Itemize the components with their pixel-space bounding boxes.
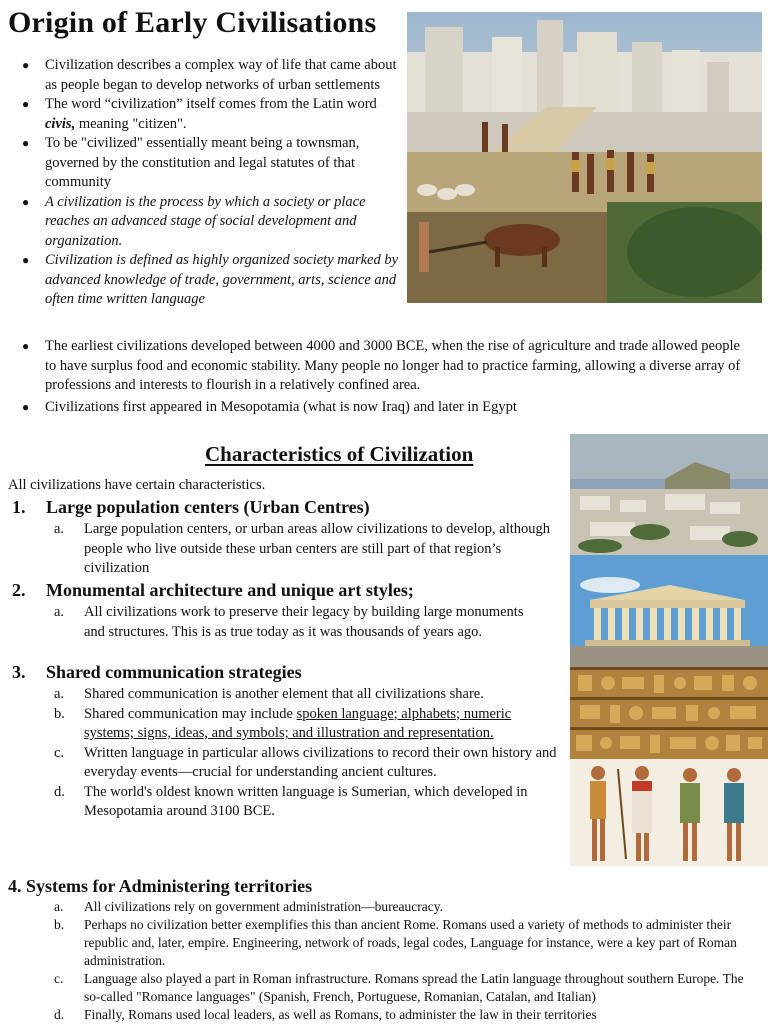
- item-letter: a.: [54, 686, 65, 702]
- parthenon-photo: [570, 555, 768, 667]
- item-text: Shared communication is another element that all civilizations share.: [84, 686, 484, 702]
- list-item: [54, 603, 540, 642]
- list-item: [54, 898, 754, 916]
- list-item: [54, 970, 754, 1006]
- item-text: The world's oldest known written language is Sumerian, which developed in Mesopotamia around 3100 BCE.: [84, 783, 528, 819]
- item-letter: d.: [54, 783, 65, 800]
- bullet-text: The earliest civilizations developed between 4000 and 3000 BCE, when the rise of agriculture and trade allowed people to have surplus food and economic stability. Many people no longer had to practice farming, allowing a diverse array of professions and interests to flourish in a relatively confined area.: [45, 338, 741, 393]
- section-1-items: [54, 520, 554, 579]
- characteristics-intro: All civilizations have certain characteristics.: [8, 477, 266, 493]
- item-letter: c.: [54, 744, 65, 761]
- item-underlined-text: spoken language; alphabets; numeric systems; signs, ideas, and symbols; and illustration and representation.: [84, 705, 512, 741]
- section-2-heading: [12, 580, 414, 601]
- item-letter: a.: [54, 899, 64, 914]
- section-number: 2.: [12, 580, 26, 600]
- item-letter: b.: [54, 917, 65, 932]
- item-text: Language also played a part in Roman infrastructure. Romans spread the Latin language throughout southern Europe. The so-called "Romance languages" (Spanish, French, Portuguese, Romanian, Catalan, and Italian): [84, 971, 744, 1004]
- item-letter: a.: [54, 521, 65, 537]
- item-letter: b.: [54, 705, 65, 722]
- bullet-text: meaning "citizen".: [75, 115, 187, 132]
- section-1-heading: [12, 497, 370, 518]
- item-text: Perhaps no civilization better exemplifies this than ancient Rome. Romans used a variety of methods to administer their republic and, later, empire. Engineering, network of roads, legal codes, Language for instance, were a key part of Roman administration.: [84, 917, 737, 968]
- list-item: [54, 783, 562, 822]
- list-item: ● Civilization describes a complex way of life that came about as people began to develop networks of urban settlements: [22, 57, 397, 93]
- list-item: ● Civilizations first appeared in Mesopotamia (what is now Iraq) and later in Egypt: [22, 398, 517, 415]
- item-text: Finally, Romans used local leaders, as well as Romans, to administer the law in their territories: [84, 1007, 597, 1022]
- item-text: All civilizations rely on government administration—bureaucracy.: [84, 899, 444, 914]
- section-title: Monumental architecture and unique art styles;: [46, 580, 414, 600]
- item-letter: d.: [54, 1007, 65, 1022]
- item-text: Written language in particular allows civilizations to record their own history and everyday events—crucial for understanding ancient cultures.: [84, 744, 557, 780]
- section-heading: Characteristics of Civilization: [205, 442, 474, 466]
- mesopotamian-city-illustration: [407, 12, 762, 303]
- item-letter: c.: [54, 971, 64, 986]
- list-item: ● The earliest civilizations developed between 4000 and 3000 BCE, when the rise of agriculture and trade allowed people to have surplus food and economic stability. Many people no longer had to practice farming, allowing a diverse array of professions and interests to flourish in a relatively confined area.: [22, 338, 741, 393]
- section-title: Shared communication strategies: [46, 662, 302, 682]
- bullet-text: Civilizations first appeared in Mesopotamia (what is now Iraq) and later in Egypt: [45, 398, 517, 415]
- bullet-text: Civilization is defined as highly organized society marked by advanced knowledge of trade, government, arts, science and often time written language: [45, 252, 399, 307]
- list-item: ● The word “civilization” itself comes from the Latin word civis, meaning "citizen".: [22, 96, 377, 132]
- list-item: [54, 705, 562, 744]
- ancient-egyptian-figures-illustration: [570, 759, 768, 866]
- section-title: Large population centers (Urban Centres): [46, 497, 370, 517]
- latin-word: civis,: [45, 115, 76, 132]
- section-4-heading: 4. Systems for Administering territories: [8, 876, 313, 896]
- list-item: [54, 520, 554, 579]
- list-item: [54, 744, 562, 783]
- section-number: 3.: [12, 662, 26, 682]
- item-text: Large population centers, or urban areas allow civilizations to develop, although people who live outside these urban centers are still part of that region’s civilization: [84, 521, 551, 576]
- item-letter: a.: [54, 604, 65, 620]
- bullet-text: The word “civilization” itself comes from the Latin word: [45, 96, 377, 112]
- egyptian-hieroglyphs-photo: [570, 667, 768, 759]
- ancient-athens-city-view: [570, 434, 768, 555]
- section-2-items: [54, 603, 540, 642]
- wide-bullet-list: [8, 337, 748, 417]
- list-item: [54, 1006, 754, 1024]
- list-item: [54, 685, 562, 705]
- list-item: ● To be "civilized" essentially meant being a townsman, governed by the constitution and legal statutes of that community: [22, 135, 360, 190]
- item-text: Shared communication may include: [84, 705, 297, 722]
- item-text: All civilizations work to preserve their legacy by building large monuments and structures. This is as true today as it was thousands of years ago.: [84, 604, 524, 640]
- list-item: ● Civilization is defined as highly organized society marked by advanced knowledge of trade, government, arts, science and often time written language: [22, 252, 399, 307]
- section-number: 1.: [12, 497, 26, 517]
- section-3-items: [54, 685, 562, 822]
- list-item: [54, 916, 754, 970]
- intro-bullet-list: [8, 56, 402, 310]
- section-4-items: [54, 898, 754, 1024]
- page-title: Origin of Early Civilisations: [8, 6, 377, 39]
- bullet-text: Civilization describes a complex way of life that came about as people began to develop networks of urban settlements: [45, 57, 397, 93]
- list-item: ● A civilization is the process by which a society or place reaches an advanced stage of social development and organization.: [22, 193, 366, 249]
- section-3-heading: [12, 662, 302, 683]
- bullet-text: A civilization is the process by which a society or place reaches an advanced stage of social development and organization.: [45, 193, 366, 249]
- bullet-text: To be "civilized" essentially meant being a townsman, governed by the constitution and legal statutes of that community: [45, 135, 360, 190]
